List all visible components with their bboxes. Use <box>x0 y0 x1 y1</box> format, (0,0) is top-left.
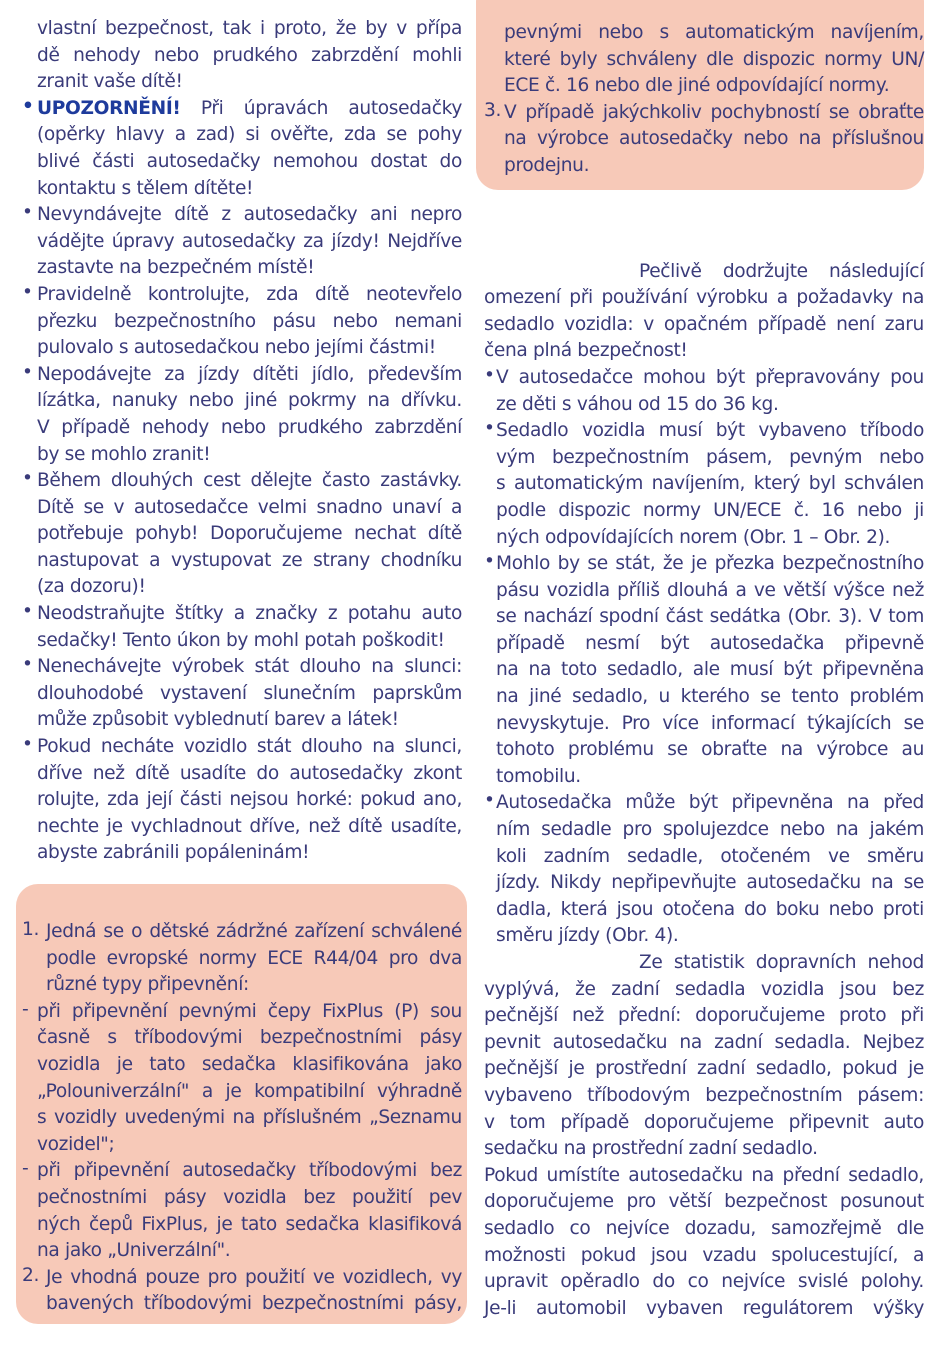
warning-label: UPOZORNĚNÍ! <box>37 97 181 119</box>
text-line: ním sedadle pro spolujezdce nebo na jakém <box>496 819 924 841</box>
bullet-item <box>484 418 924 551</box>
bullet: • <box>22 202 33 224</box>
text-line: dříve než dítě usadíte do autosedačky zkont <box>37 762 462 784</box>
text-line: vozidla je tato sedačka klasifikována jako <box>37 1053 462 1075</box>
text-line: vlastní bezpečnost, tak i proto, že by v přípa <box>37 18 462 39</box>
dash-marker: - <box>22 1158 29 1180</box>
bullet: • <box>484 364 495 386</box>
text-line: Dítě se v autosedačce velmi snadno unaví a <box>37 496 462 518</box>
item-number: 2. <box>22 1264 40 1286</box>
bullet: • <box>484 418 495 440</box>
intro-paragraph <box>484 259 924 365</box>
text-line: nastupovat a vystupovat ze strany chodníku <box>37 549 462 571</box>
item-number: 3. <box>484 99 502 121</box>
text-line: rolujte, zda její části nejsou horké: pokud ano, <box>37 789 462 811</box>
text-line: vým bezpečnostním pásem, pevným nebo <box>496 446 924 468</box>
text-line: na na toto sedadlo, ale musí být připevněna <box>496 659 924 681</box>
text-line: (za dozoru)! <box>37 576 146 598</box>
bullet-item <box>484 365 924 418</box>
text-line: potřebuje pohyb! Doporučujeme nechat dítě <box>37 523 462 545</box>
text-line: se nachází spodní část sedátka (Obr. 3). V tom <box>496 606 924 628</box>
text-line: na výrobce autosedačky nebo na příslušnou <box>504 128 924 150</box>
bullet-item <box>22 362 462 468</box>
text-line: s vozidly uvedenými na příslušném „Seznamu <box>37 1107 462 1129</box>
text-line: V případě jakýchkoliv pochybností se obraťte <box>504 101 924 123</box>
text-line: případě nesmí být autosedačka připevně <box>496 632 924 654</box>
text-line: přezku bezpečnostního pásu nebo nemani <box>37 310 462 332</box>
text-line: Nevyndávejte dítě z autosedačky ani nepro <box>37 204 462 226</box>
text-line: vyplývá, že zadní sedadla vozidla jsou bez <box>484 978 924 1000</box>
box-item-2 <box>22 1265 462 1318</box>
text-line: Ze statistik dopravních nehod <box>639 952 924 973</box>
text-line <box>37 96 462 123</box>
text-line: omezení při používání výrobku a požadavky na <box>484 287 924 309</box>
right-column <box>484 0 924 1322</box>
text-line: podle evropské normy ECE R44/04 pro dva <box>46 947 462 969</box>
text-line: pečnější je prostřední zadní sedadlo, pokud je <box>484 1058 924 1080</box>
text-line: s automatickým navíjením, který byl schválen <box>496 473 924 495</box>
text-line: časně s tříbodovými bezpečnostními pásy <box>37 1027 462 1049</box>
dash-list <box>22 999 462 1265</box>
text-line: sedačku na prostřední zadní sedadlo. <box>484 1138 818 1160</box>
text-line: pevnými nebo s automatickým navíjením, <box>504 22 924 43</box>
bullet: • <box>22 95 34 117</box>
text-line: tohoto problému se obraťte na výrobce au <box>496 739 924 761</box>
text-line: může způsobit vyblednutí barev a látek! <box>37 709 399 731</box>
text-line: Sedadlo vozidla musí být vybaveno tříbodo <box>496 420 924 442</box>
text-line: V případě nehody nebo prudkého zabrzdění <box>37 416 462 438</box>
text-line: Nenechávejte výrobek stát dlouho na slunci: <box>37 656 462 678</box>
text-line: ných čepů FixPlus, je tato sedačka klasifiková <box>37 1213 462 1235</box>
text-line: Je-li automobil vybaven regulátorem výšky <box>484 1297 924 1319</box>
text-line: Jedná se o dětské zádržné zařízení schválené <box>46 921 462 942</box>
bullet: • <box>22 601 33 623</box>
text-line: Pokud umístíte autosedačku na přední sedadlo, <box>484 1164 924 1186</box>
text-line: sedadlo vozidla: v opačném případě není zaru <box>484 313 924 335</box>
text-line: Pokud necháte vozidlo stát dlouho na slunci, <box>37 736 462 758</box>
text-line: pečnostními pásy vozidla bez použití pev <box>37 1186 462 1208</box>
text-line: při připevnění autosedačky tříbodovými bez <box>37 1160 462 1182</box>
bullet: • <box>22 281 33 303</box>
text-line: koli zadním sedadle, otočeném ve směru <box>496 845 924 867</box>
text-line: čena plná bezpečnost! <box>484 340 688 362</box>
dash-marker: - <box>22 998 29 1020</box>
text-line: prodejnu. <box>504 154 590 176</box>
text-line: kontaktu s tělem dítěte! <box>37 177 254 199</box>
text-line: V autosedačce mohou být přepravovány pou <box>496 366 924 388</box>
text-line: ECE č. 16 nebo dle jiné odpovídající normy. <box>504 75 890 97</box>
bullet-item <box>484 790 924 950</box>
bullet: • <box>22 734 33 756</box>
statistics-paragraph <box>484 950 924 1163</box>
bullet-item <box>484 551 924 790</box>
bullet-item <box>22 282 462 362</box>
box-item-1 <box>22 919 462 999</box>
left-bullet-list <box>22 202 462 867</box>
text-line: pečnější než přední: doporučujeme proto při <box>484 1005 924 1027</box>
text-line: „Polouniverzální" a je kompatibilní výhradně <box>37 1080 462 1102</box>
bullet-item <box>22 999 462 1159</box>
text-line: dadla, která jsou otočena do boku nebo proti <box>496 898 924 920</box>
text-line: lízátka, nanuky nebo jiné pokrmy na dřívku. <box>37 390 462 412</box>
bullet: • <box>22 361 33 383</box>
text-line: směru jízdy (Obr. 4). <box>496 925 679 947</box>
text-line: vozidel"; <box>37 1133 115 1155</box>
bullet-item <box>22 734 462 867</box>
text-line: Pečlivě dodržujte následující <box>639 260 924 282</box>
item-number: 1. <box>22 919 40 940</box>
bullet: • <box>22 468 33 490</box>
bullet-item <box>22 654 462 734</box>
text-line: blivé části autosedačky nemohou dostat do <box>37 150 462 172</box>
text-line: jízdy. Nikdy nepřipevňujte autosedačku na se <box>496 872 924 894</box>
text-line: vybaveno tříbodovým bezpečnostním pásem: <box>484 1084 924 1106</box>
text-line: zranit vaše dítě! <box>37 71 183 93</box>
text-line: na jiné sedadlo, u kterého se tento problém <box>496 686 924 708</box>
text-line: dě nehody nebo prudkého zabrzdění mohli <box>37 44 462 66</box>
bullet: • <box>22 654 33 676</box>
text-line: bavených tříbodovými bezpečnostními pásy, <box>46 1293 462 1315</box>
box-continued <box>484 0 924 100</box>
text-line: upravit opěradlo do co nejvíce svislé polohy. <box>484 1271 924 1293</box>
bullet-item <box>22 601 462 654</box>
text-line: pulovalo s autosedačkou nebo jejími částmi! <box>37 337 436 359</box>
text-line: Je vhodná pouze pro použití ve vozidlech, vy <box>46 1266 462 1288</box>
text-line: Během dlouhých cest dělejte často zastávky. <box>37 470 462 492</box>
text-line: Nepodávejte za jízdy dítěti jídlo, především <box>37 363 462 385</box>
text-line: Neodstraňujte štítky a značky z potahu auto <box>37 603 462 625</box>
warning-item <box>22 96 462 202</box>
bullet: • <box>484 551 495 573</box>
text-line: dlouhodobé vystavení slunečním paprskům <box>37 682 462 704</box>
right-bullet-list <box>484 365 924 950</box>
text-line: pevnit autosedačku na zadní sedadla. Nejbez <box>484 1031 924 1053</box>
text-line: vádějte úpravy autosedačky za jízdy! Nejdříve <box>37 230 462 252</box>
text-line: Autosedačka může být připevněna na před <box>496 792 924 814</box>
bullet: • <box>484 790 495 812</box>
box-item-3 <box>484 100 924 180</box>
text-line: (opěrky hlavy a zad) si ověřte, zda se pohy <box>37 124 462 146</box>
text-line: by se mohlo zranit! <box>37 443 211 465</box>
text-line: doporučujeme pro větší bezpečnost posunout <box>484 1191 924 1213</box>
text-line: sedačky! Tento úkon by mohl potah poškodit! <box>37 629 445 651</box>
front-seat-paragraph <box>484 1163 924 1323</box>
text-line: pásu vozidla příliš dlouhá a ve větší výšce než <box>496 579 924 601</box>
text-line: různé typy připevnění: <box>46 974 249 996</box>
bullet-item <box>22 1158 462 1264</box>
text-line: při připevnění pevnými čepy FixPlus (P) sou <box>37 1000 462 1022</box>
text-line: zastavte na bezpečném místě! <box>37 257 315 279</box>
text-line: které byly schváleny dle dispozic normy UN/ <box>504 48 924 70</box>
text-line: možnosti pokud jsou vzadu spolucestující, a <box>484 1244 924 1266</box>
text-line: v tom případě doporučujeme připevnit auto <box>484 1111 924 1133</box>
left-column <box>22 16 462 1318</box>
text-line: na jako „Univerzální". <box>37 1240 231 1262</box>
text-span: Při úpravách autosedačky <box>180 97 462 119</box>
intro-paragraph <box>22 16 462 96</box>
text-line: ze děti s váhou od 15 do 36 kg. <box>496 393 779 415</box>
text-line: ných odpovídajících norem (Obr. 1 – Obr. 2). <box>496 526 891 548</box>
text-line: Mohlo by se stát, že je přezka bezpečnostního <box>496 553 924 575</box>
text-line: nevyskytuje. Pro více informací týkajících se <box>496 712 924 734</box>
text-line: Pravidelně kontrolujte, zda dítě neotevřelo <box>37 283 462 305</box>
bullet-item <box>22 468 462 601</box>
bullet-item <box>22 202 462 282</box>
text-line: abyste zabránili popáleninám! <box>37 842 310 864</box>
text-line: tomobilu. <box>496 765 581 787</box>
text-line: podle dispozic normy UN/ECE č. 16 nebo ji <box>496 499 924 521</box>
text-line: sedadlo co nejvíce dozadu, samozřejmě dle <box>484 1217 924 1239</box>
text-line: nechte je vychladnout dříve, než dítě usadíte, <box>37 815 462 837</box>
